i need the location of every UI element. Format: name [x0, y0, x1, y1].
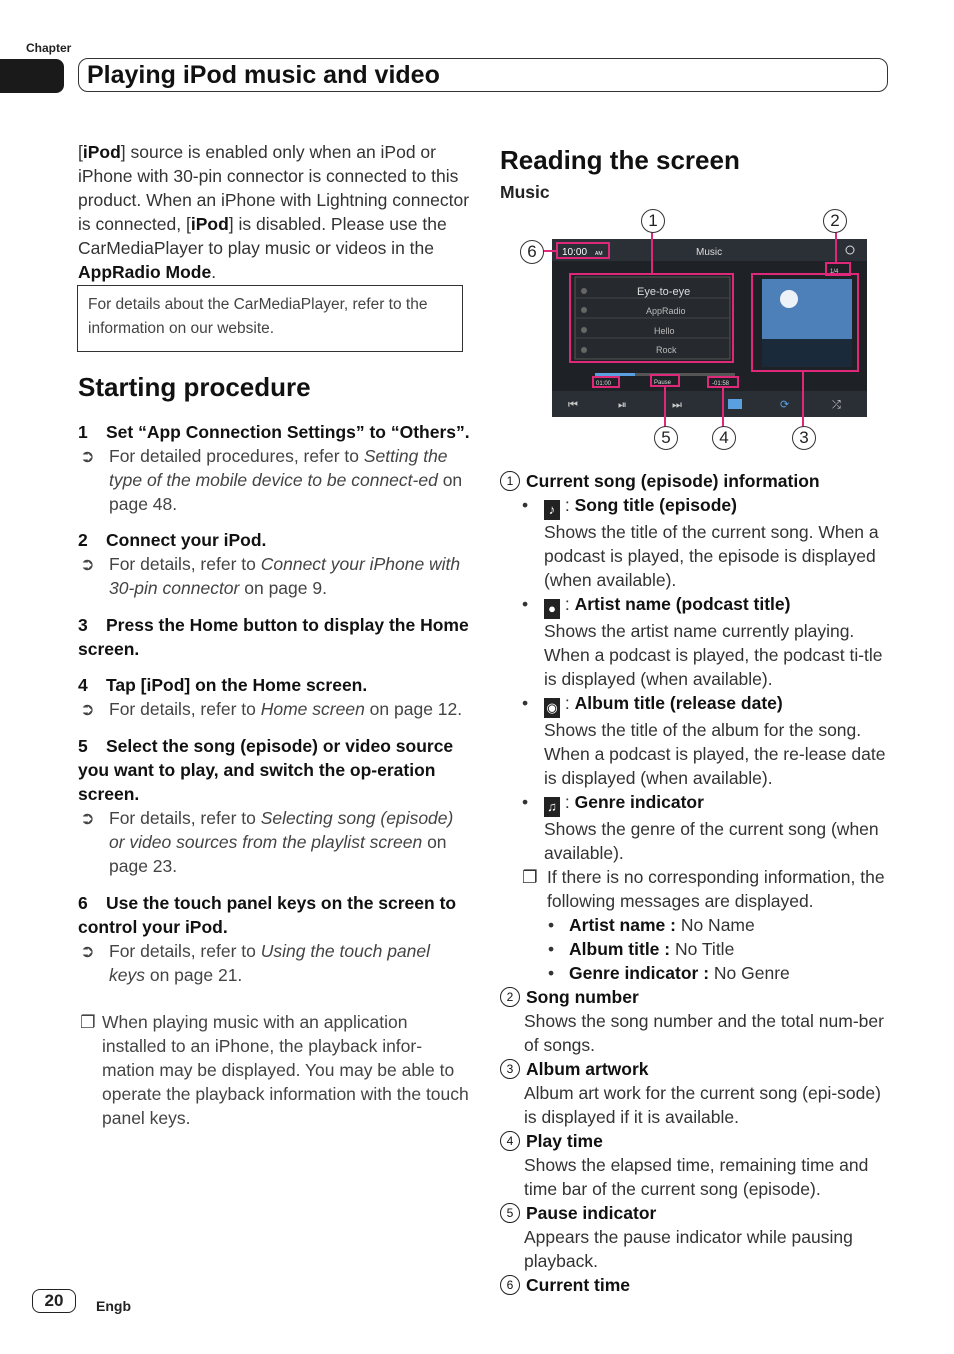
screen-song: Eye-to-eye [637, 286, 691, 298]
screen-pause: Pause [654, 380, 672, 386]
callout-5: 5 [654, 426, 678, 450]
item-pause-indicator: 5 Pause indicator [500, 1201, 892, 1225]
page-number: 20 [32, 1289, 76, 1313]
info-note-box: For details about the CarMediaPlayer, refer to the information on our website. [77, 285, 463, 352]
next-track-icon[interactable]: ⏭ [672, 398, 682, 411]
callout-1: 1 [641, 209, 665, 233]
item-song-number: 2 Song number [500, 985, 892, 1009]
msg-artist: • Artist name : No Name [548, 915, 755, 935]
arrow-icon: ➲ [80, 446, 95, 466]
step-3: 3 Press the Home button to display the Home screen. [78, 615, 469, 659]
steps-list [78, 420, 470, 1130]
guitar-icon: ♫ [544, 797, 560, 817]
step-1: 1 Set “App Connection Settings” to “Others”. ➲ For detailed procedures, refer to Setting the type of the mobile device to be connect-ed on page 48. [78, 422, 470, 514]
item-play-time: 4 Play time [500, 1129, 892, 1153]
screen-app: AppRadio [646, 306, 686, 316]
intro-paragraph: [iPod] source is enabled only when an iPod or iPhone with 30-pin connector is connected to this product. When an iPhone with Lightning connector is connected, [iPod] is disabled. Please use the CarMediaPlayer to play music or videos in the AppRadio Mode. [78, 142, 470, 282]
item-album-artwork: 3 Album artwork [500, 1057, 892, 1081]
playback-note: ❐ When playing music with an application installed to an iPhone, the playback infor-mation may be displayed. You may be able to operate the playback information with the touch panel keys. [80, 1012, 469, 1128]
page-title-box [78, 58, 888, 92]
language-code: Engb [96, 1298, 131, 1314]
repeat-icon[interactable]: ⟳ [780, 398, 790, 411]
screen-elapsed: 01:00 [596, 381, 612, 387]
screen-track: 1/4 [830, 269, 839, 275]
checkbox-square-icon: ❐ [522, 867, 538, 887]
step-4: 4 Tap [iPod] on the Home screen. ➲ For details, refer to Home screen on page 12. [78, 675, 463, 719]
sun-icon [780, 290, 798, 308]
no-info-note: ❐ If there is no corresponding information, the following messages are displayed. [522, 867, 885, 911]
step-2: 2 Connect your iPod. ➲ For details, refer to Connect your iPhone with 30-pin connector on page 9. [78, 530, 461, 598]
callout-3: 3 [792, 426, 816, 450]
checkbox-square-icon: ❐ [80, 1012, 96, 1032]
disc-icon [581, 327, 587, 333]
callout-2: 2 [823, 209, 847, 233]
note-icon [581, 288, 587, 294]
prev-track-icon[interactable]: ⏮ [568, 398, 578, 411]
reading-screen-heading: Reading the screen [500, 145, 740, 175]
arrow-icon: ➲ [80, 808, 95, 828]
shuffle-icon[interactable]: ⤮ [832, 398, 841, 411]
item-current-song: 1 Current song (episode) information [500, 469, 892, 493]
chapter-label: Chapter [26, 41, 72, 55]
screen-album: Hello [654, 326, 675, 336]
item-current-time: 6 Current time [500, 1273, 892, 1297]
music-subheading: Music [500, 182, 550, 202]
step-6: 6 Use the touch panel keys on the screen to control your iPod. ➲ For details, refer to Using the touch panel keys on page 21. [78, 893, 457, 985]
music-screen-diagram [500, 205, 890, 450]
bullet-artist: • ● : Artist name (podcast title) [500, 592, 892, 619]
callout-4: 4 [712, 426, 736, 450]
msg-album: • Album title : No Title [548, 939, 735, 959]
arrow-icon: ➲ [80, 699, 95, 719]
chapter-tab [0, 59, 64, 93]
screen-remaining: -01:58 [712, 381, 730, 387]
starting-procedure-heading: Starting procedure [78, 372, 311, 402]
music-note-icon: ♪ [544, 500, 560, 520]
disc-icon: ◉ [544, 698, 560, 718]
person-icon: ● [544, 599, 560, 619]
msg-genre: • Genre indicator : No Genre [548, 963, 790, 983]
screen-legend: 1 Current song (episode) information • ♪ : Song title (episode) Shows the title of the current song. When a podcast is played, the episode is displayed (when available). • ● : Artist name (podcast title) Shows the artist name currently playing. When a podcast is played, the podcast ti-tle is displayed (when available). • ◉ : Album title (release date) Shows the title of the album for the song. When a podcast is played, the re-lease date is displayed (when available). • ♫ : Genre indicator Shows the genre of the current song (when available). ❐ If there is no corresponding information, the following messages are displayed. • Artist name : No Name • Album title : No Title • Genre indicator : No Genre 2 Song number Shows the song number and the total num-ber of songs. 3 Album artwork Album art work for the current song (epi-sode) is displayed if it is available. 4 Play time Shows the elapsed time, remaining time and time bar of the current song (episode). 5 Pause indicator Appears the pause indicator while pausing playback. 6 Current time [500, 469, 892, 1297]
guitar-icon [581, 347, 587, 353]
person-icon [581, 307, 587, 313]
bullet-song-title: • ♪ : Song title (episode) [500, 493, 892, 520]
list-icon[interactable] [728, 399, 742, 409]
play-pause-icon[interactable]: ⏯ [618, 398, 627, 411]
screen-time: 10:00 [562, 247, 588, 258]
screen-genre: Rock [656, 345, 677, 355]
page-title: Playing iPod music and video [87, 61, 440, 89]
callout-6: 6 [520, 240, 544, 264]
arrow-icon: ➲ [80, 554, 95, 574]
screen-figure [500, 205, 890, 450]
bullet-genre: • ♫ : Genre indicator [500, 790, 892, 817]
bullet-album: • ◉ : Album title (release date) [500, 691, 892, 718]
arrow-icon: ➲ [80, 941, 95, 961]
screen-title: Music [696, 247, 723, 258]
step-5: 5 Select the song (episode) or video source you want to play, and switch the op-eration screen. ➲ For details, refer to Selecting song (episode) or video sources from the playlist screen on page 23. [78, 736, 454, 876]
screen-ampm: AM [595, 251, 603, 257]
